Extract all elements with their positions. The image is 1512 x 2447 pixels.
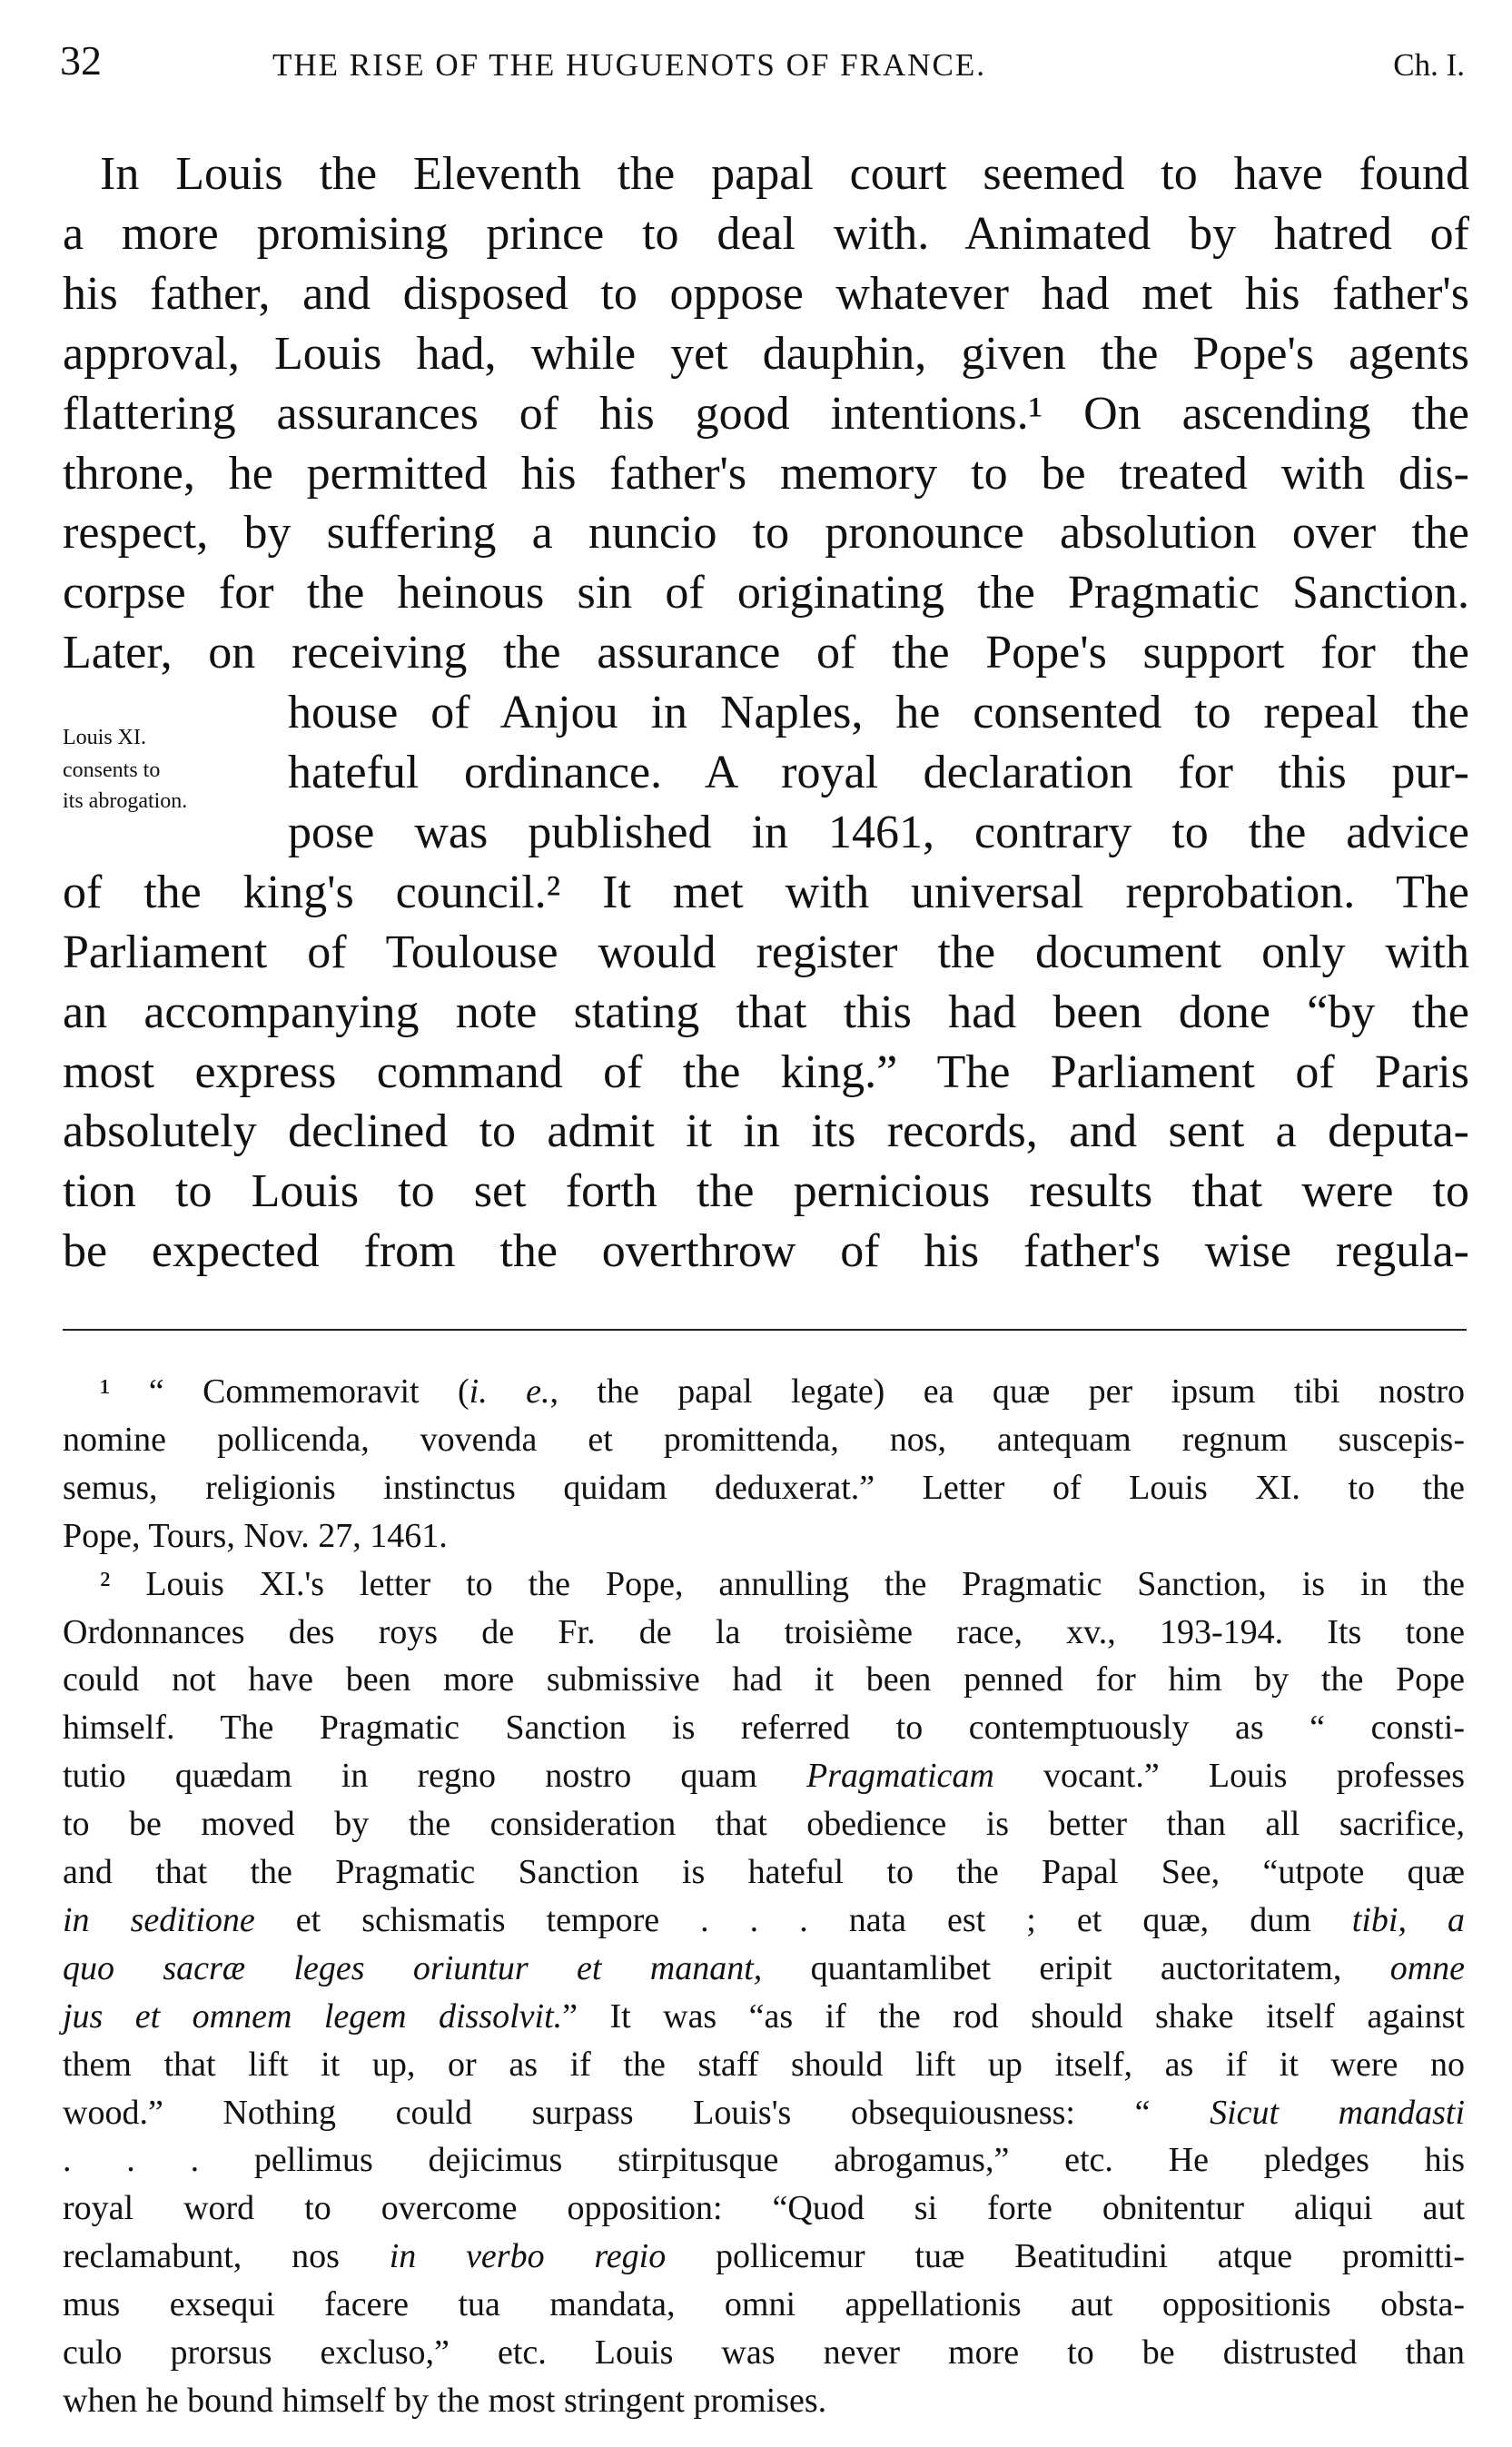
footnote-line — [63, 1656, 1465, 1704]
footnote-text: tutio quædam in regno nostro quam — [63, 1757, 806, 1796]
footnote-text: to be moved by the consideration that obedience is better than all sacrifice, — [63, 1805, 1465, 1844]
body-line: respect, by suffering a nuncio to pronounce absolution over the — [63, 507, 1469, 560]
margin-note-line: consents to — [63, 758, 161, 782]
footnote-line — [63, 2041, 1465, 2089]
footnote-text: pollicemur tuæ Beatitudini atque promitti- — [666, 2237, 1465, 2276]
footnote-text: himself. The Pragmatic Sanction is referred to contemptuously as “ consti- — [63, 1709, 1465, 1748]
footnote-text: culo prorsus excluso,” etc. Louis was never more to be distrusted than — [63, 2333, 1465, 2372]
footnote-text: and that the Pragmatic Sanction is hateful to the Papal See, “utpote quæ — [63, 1853, 1465, 1891]
footnote-text: semus, religionis instinctus quidam deduxerat.” Letter of Louis XI. to the — [63, 1468, 1465, 1507]
footnote-italic-text: jus et omnem legem dissolvit. — [63, 1996, 563, 2036]
body-line: Parliament of Toulouse would register the document only with — [63, 926, 1469, 978]
footnote-line — [63, 1609, 1465, 1657]
footnote-italic-text: quo sacræ leges oriuntur et manant, — [63, 1948, 763, 1987]
body-line: most express command of the king.” The Parliament of Paris — [63, 1045, 1469, 1098]
footnote-text: et schismatis tempore . . . nata est ; et quæ, dum — [254, 1900, 1352, 1939]
footnote-italic-text: in seditione — [63, 1900, 255, 1939]
body-line: In Louis the Eleventh the papal court seemed to have found — [100, 148, 1469, 200]
margin-note-line: its abrogation. — [63, 789, 188, 813]
footnote-italic-text: Sicut mandasti — [1210, 2093, 1466, 2132]
footnote-italic-text: i. e. — [469, 1372, 550, 1411]
footnote-italic-text: tibi, a — [1351, 1900, 1465, 1939]
footnote-text: quantamlibet eripit auctoritatem, — [762, 1948, 1390, 1987]
footnote-line — [63, 2281, 1465, 2329]
footnote-line — [63, 2184, 1465, 2233]
footnote-line — [63, 2233, 1465, 2281]
body-line: pose was published in 1461, contrary to the advice — [288, 806, 1469, 858]
footnote-text: Ordonnances des roys de Fr. de la troisième race, xv., 193-194. Its tone — [63, 1612, 1465, 1651]
footnote-line — [63, 1945, 1465, 1993]
body-line: throne, he permitted his father's memory to be treated with dis- — [63, 447, 1469, 500]
footnote-line — [63, 1752, 1465, 1800]
footnote-line — [63, 2136, 1465, 2184]
margin-note-line: Louis XI. — [63, 726, 146, 749]
footnote-text: Pope, Tours, Nov. 27, 1461. — [63, 1516, 448, 1555]
footnote-text: royal word to overcome opposition: “Quod si forte obnitentur aliqui aut — [63, 2189, 1465, 2228]
footnote-text: vocant.” Louis professes — [993, 1757, 1465, 1796]
footnote-line — [63, 1848, 1465, 1897]
body-line: an accompanying note stating that this had been done “by the — [63, 986, 1469, 1038]
body-line: Later, on receiving the assurance of the Pope's support for the — [63, 627, 1469, 679]
footnote-line — [63, 1704, 1465, 1752]
footnote-text: ” It was “as if the rod should shake itself against — [562, 1996, 1465, 2036]
footnote-line — [63, 1416, 1465, 1464]
footnote-line — [63, 1512, 1465, 1560]
footnote-text: wood.” Nothing could surpass Louis's obsequiousness: “ — [63, 2093, 1211, 2132]
footnote-line — [63, 1897, 1465, 1945]
footnote-italic-text: in verbo regio — [389, 2237, 667, 2276]
footnote-line — [63, 1993, 1465, 2041]
footnote-text: , the papal legate) ea quæ per ipsum tibi nostro — [549, 1372, 1465, 1411]
chapter-label: Ch. I. — [1393, 47, 1465, 83]
footnote-text: nomine pollicenda, vovenda et promittenda, nos, antequam regnum suscepis- — [63, 1420, 1465, 1459]
body-line: a more promising prince to deal with. Animated by hatred of — [63, 207, 1469, 260]
footnote-line — [63, 2329, 1465, 2377]
body-line: absolutely declined to admit it in its records, and sent a deputa- — [63, 1105, 1469, 1158]
footnote-text: could not have been more submissive had it been penned for him by the Pope — [63, 1660, 1465, 1699]
footnote-divider — [63, 1329, 1467, 1331]
body-line: be expected from the overthrow of his father's wise regula- — [63, 1225, 1469, 1278]
footnote-text: . . . pellimus dejicimus stirpitusque abrogamus,” etc. He pledges his — [63, 2141, 1465, 2180]
footnote-line — [63, 1464, 1465, 1512]
footnote-line — [100, 1560, 1465, 1609]
body-line: approval, Louis had, while yet dauphin, given the Pope's agents — [63, 327, 1469, 380]
footnote-line — [63, 2377, 1465, 2425]
footnote-text: them that lift it up, or as if the staff should lift up itself, as if it were no — [63, 2045, 1465, 2084]
footnote-line — [63, 1800, 1465, 1848]
footnote-italic-text: omne — [1389, 1948, 1465, 1987]
body-line: house of Anjou in Naples, he consented to repeal the — [288, 687, 1469, 739]
running-title: THE RISE OF THE HUGUENOTS OF FRANCE. — [272, 47, 986, 83]
body-line: of the king's council.² It met with universal reprobation. The — [63, 866, 1469, 918]
footnote-line — [63, 2089, 1465, 2137]
footnote-italic-text: Pragmaticam — [805, 1757, 994, 1796]
body-line: his father, and disposed to oppose whatever had met his father's — [63, 267, 1469, 320]
footnote-text: ¹ “ Commemoravit ( — [100, 1372, 469, 1411]
footnote-text: ² Louis XI.'s letter to the Pope, annulling the Pragmatic Sanction, is in the — [100, 1564, 1465, 1603]
body-line: corpse for the heinous sin of originating the Pragmatic Sanction. — [63, 567, 1469, 619]
body-line: hateful ordinance. A royal declaration for this pur- — [288, 747, 1469, 798]
body-line: flattering assurances of his good intentions.¹ On ascending the — [63, 387, 1469, 440]
body-line: tion to Louis to set forth the pernicious results that were to — [63, 1165, 1469, 1218]
footnote-text: when he bound himself by the most stringent promises. — [63, 2381, 827, 2420]
page-number: 32 — [60, 37, 102, 84]
footnote-text: mus exsequi facere tua mandata, omni appellationis aut oppositionis obsta- — [63, 2285, 1465, 2324]
footnote-line — [100, 1368, 1465, 1416]
footnote-text: reclamabunt, nos — [63, 2237, 390, 2276]
